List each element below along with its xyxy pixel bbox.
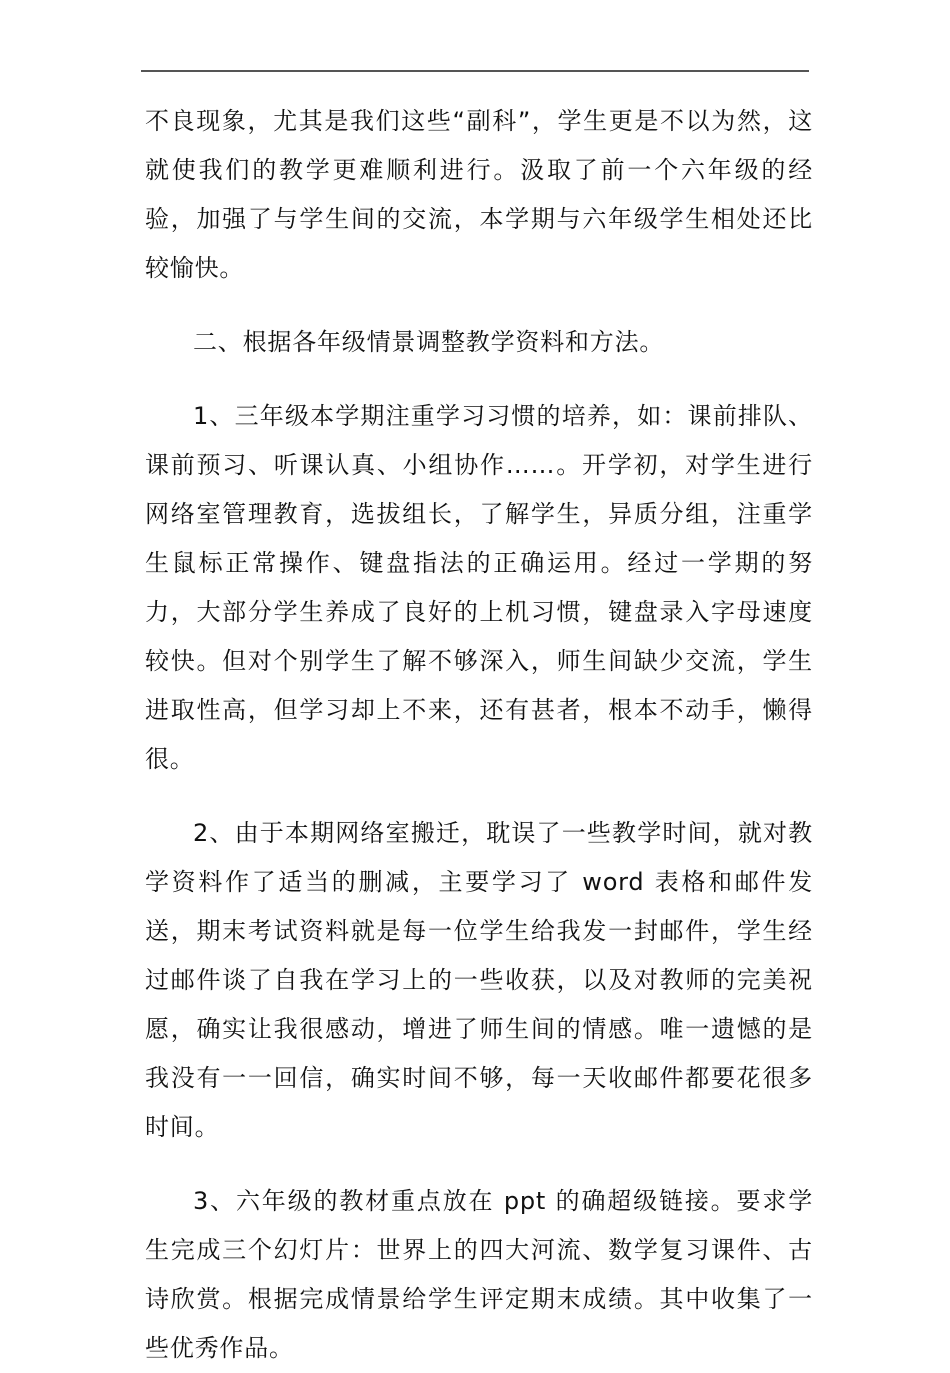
paragraph-grade-three: 1、三年级本学期注重学习习惯的培养，如：课前排队、课前预习、听课认真、小组协作……。开学初，对学生进行网络室管理教育，选拔组长，了解学生，异质分组，注重学生鼠标正常操作、键盘指法的正确运用。经过一学期的努力，大部分学生养成了良好的上机习惯，键盘录入字母速度较快。但对个别学生了解不够深入，师生间缺少交流，学生进取性高，但学习却上不来，还有甚者，根本不动手，懒得很。: [145, 402, 813, 773]
document-body: [145, 97, 813, 1373]
paragraph-continuation: 不良现象，尤其是我们这些“副科”，学生更是不以为然，这就使我们的教学更难顺利进行。汲取了前一个六年级的经验，加强了与学生间的交流，本学期与六年级学生相处还比较愉快。: [145, 107, 813, 282]
paragraph-gap: [145, 1152, 813, 1177]
header-rule: [141, 70, 809, 72]
paragraph-grade-six: 3、六年级的教材重点放在 ppt 的确超级链接。要求学生完成三个幻灯片：世界上的四大河流、数学复习课件、古诗欣赏。根据完成情景给学生评定期末成绩。其中收集了一些优秀作品。: [145, 1187, 813, 1362]
paragraph-gap: [145, 784, 813, 809]
paragraph-gap: [145, 367, 813, 392]
section-heading: 二、根据各年级情景调整教学资料和方法。: [193, 328, 665, 356]
paragraph-network-room: 2、由于本期网络室搬迁，耽误了一些教学时间，就对教学资料作了适当的删减，主要学习了 word 表格和邮件发送，期末考试资料就是每一位学生给我发一封邮件，学生经过邮件谈了自我在学习上的一些收获，以及对教师的完美祝愿，确实让我很感动，增进了师生间的情感。唯一遗憾的是我没有一一回信，确实时间不够，每一天收邮件都要花很多时间。: [145, 819, 813, 1141]
paragraph-gap: [145, 293, 813, 318]
